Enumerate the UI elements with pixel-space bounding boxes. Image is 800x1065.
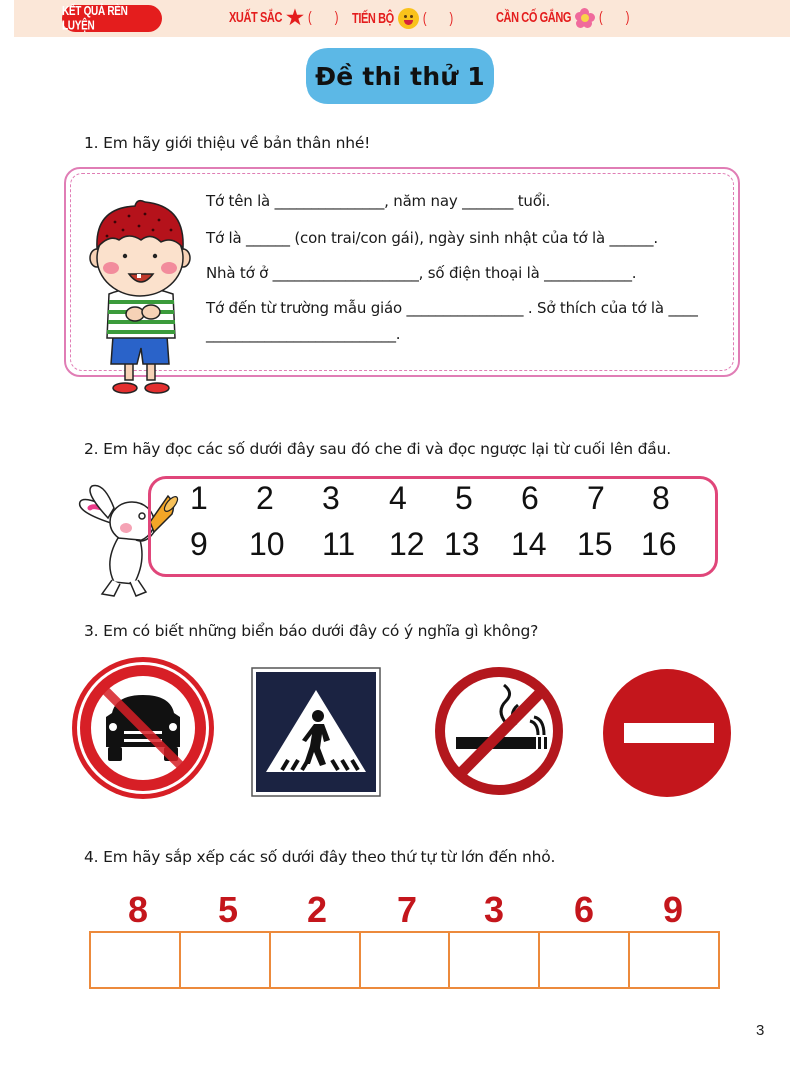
rating-box: ( ) [599, 10, 640, 26]
smiley-icon [398, 8, 419, 29]
intro-line-name-age[interactable]: Tớ tên là _______________, năm nay _______ tuổi. [206, 192, 551, 210]
result-label-pill [62, 5, 162, 32]
star-icon: ★ [286, 7, 304, 29]
boy-icon [85, 196, 195, 396]
question-4-prompt: 4. Em hãy sắp xếp các số dưới đây theo thứ tự từ lớn đến nhỏ. [84, 848, 556, 866]
answer-box-3[interactable] [271, 933, 361, 987]
number-item: 4 [389, 480, 407, 516]
number-item: 15 [577, 526, 613, 562]
rating-box: ( ) [422, 10, 464, 27]
result-label: KẾT QUẢ RÈN LUYỆN [62, 4, 128, 33]
intro-line-hobby-continued[interactable]: __________________________. [206, 325, 401, 343]
no-entry-sign-icon [602, 667, 732, 799]
rating-needs-effort[interactable] [496, 8, 639, 28]
question-1-prompt: 1. Em hãy giới thiệu về bản thân nhé! [84, 134, 371, 152]
sort-number: 3 [483, 889, 505, 930]
rating-label: TIẾN BỘ [352, 10, 394, 27]
page-number: 3 [756, 1022, 765, 1039]
number-item: 9 [190, 526, 208, 562]
sort-number: 7 [396, 889, 418, 930]
number-item: 5 [455, 480, 473, 516]
sort-number: 9 [662, 889, 684, 930]
page-title: Đề thi thử 1 [315, 61, 485, 91]
number-item: 13 [444, 526, 480, 562]
question-2-prompt: 2. Em hãy đọc các số dưới đây sau đó che đi và đọc ngược lại từ cuối lên đầu. [84, 440, 671, 458]
sort-number: 8 [127, 889, 149, 930]
number-item: 3 [322, 480, 340, 516]
number-item: 6 [521, 480, 539, 516]
number-item: 11 [322, 526, 356, 562]
no-cars-sign-icon [70, 655, 216, 801]
sort-number: 6 [573, 889, 595, 930]
rating-box: ( ) [307, 10, 349, 26]
number-item: 16 [641, 526, 677, 562]
number-item: 2 [256, 480, 274, 516]
number-item: 7 [587, 480, 605, 516]
numbers-box [148, 476, 718, 577]
pedestrian-crossing-sign-icon [252, 668, 380, 796]
number-item: 14 [511, 526, 547, 562]
sort-number: 5 [217, 889, 239, 930]
answer-box-4[interactable] [361, 933, 451, 987]
rating-label: XUẤT SẮC [229, 9, 283, 27]
answer-box-7[interactable] [630, 933, 718, 987]
answer-box-2[interactable] [181, 933, 271, 987]
question-3-prompt: 3. Em có biết những biển báo dưới đây có ý nghĩa gì không? [84, 622, 539, 640]
answer-box-1[interactable] [91, 933, 181, 987]
page-title-badge [306, 51, 494, 101]
rating-excellent[interactable] [229, 8, 348, 28]
rating-label: CẦN CỐ GẮNG [496, 9, 572, 27]
number-item: 12 [389, 526, 425, 562]
number-item: 1 [190, 480, 208, 516]
answer-boxes [89, 931, 720, 989]
intro-line-gender-birthday[interactable]: Tớ là ______ (con trai/con gái), ngày sinh nhật của tớ là ______. [206, 229, 658, 247]
rating-progress[interactable] [352, 8, 463, 29]
number-item: 10 [249, 526, 285, 562]
number-item: 8 [652, 480, 670, 516]
answer-box-5[interactable] [450, 933, 540, 987]
flower-icon [575, 8, 595, 28]
answer-box-6[interactable] [540, 933, 630, 987]
no-smoking-sign-icon [434, 665, 564, 797]
intro-line-school-hobby[interactable]: Tớ đến từ trường mẫu giáo ________________ . Sở thích của tớ là ____ [206, 299, 698, 317]
intro-line-address-phone[interactable]: Nhà tớ ở ____________________, số điện thoại là ____________. [206, 264, 637, 282]
sort-number: 2 [306, 889, 328, 930]
